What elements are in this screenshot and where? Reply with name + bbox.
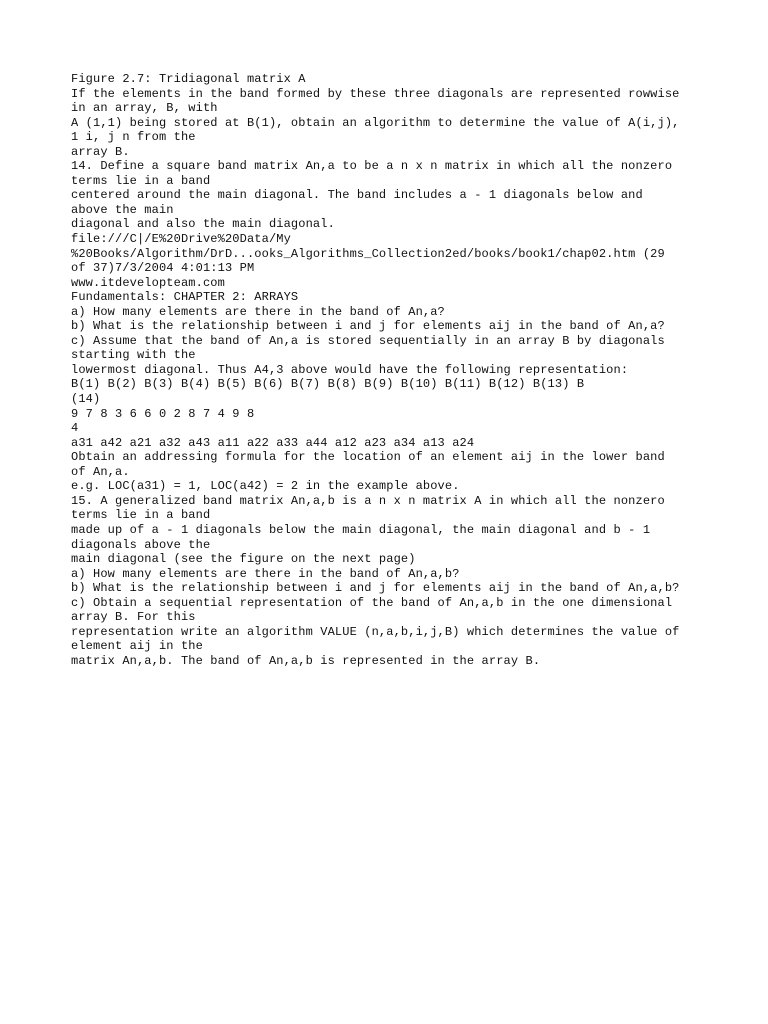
text-line: diagonal and also the main diagonal. [71,217,335,232]
text-line: e.g. LOC(a31) = 1, LOC(a42) = 2 in the example above. [71,479,460,494]
question-b: b) What is the relationship between i and j for elements aij in the band of An,a,b? [71,581,680,596]
text-line: main diagonal (see the figure on the next page) [71,552,416,567]
text-line: matrix An,a,b. The band of An,a,b is represented in the array B. [71,653,541,668]
text-line: terms lie in a band [71,508,211,523]
question-b: b) What is the relationship between i and j for elements aij in the band of An,a? [71,319,665,334]
exercise-14-heading: 14. Define a square band matrix An,a to be a n x n matrix in which all the nonzero [71,159,673,174]
file-path-line: %20Books/Algorithm/DrD...ooks_Algorithms_Collection2ed/books/book1/chap02.htm (29 [71,246,665,261]
document-text [71,72,708,668]
text-line: If the elements in the band formed by these three diagonals are represented rowwise [71,86,680,101]
file-path-line: file:///C|/E%20Drive%20Data/My [71,232,291,247]
text-line: starting with the [71,348,196,363]
question-a: a) How many elements are there in the band of An,a? [71,304,445,319]
question-c: c) Assume that the band of An,a is stored sequentially in an array B by diagonals [71,333,665,348]
file-timestamp-line: of 37)7/3/2004 4:01:13 PM [71,261,255,276]
array-element-row: a31 a42 a21 a32 a43 a11 a22 a33 a44 a12 a23 a34 a13 a24 [71,435,475,450]
text-line: A (1,1) being stored at B(1), obtain an algorithm to determine the value of A(i,j), [71,115,680,130]
text-line: Obtain an addressing formula for the location of an element aij in the lower band [71,450,665,465]
chapter-header: Fundamentals: CHAPTER 2: ARRAYS [71,290,299,305]
question-c: c) Obtain a sequential representation of the band of An,a,b in the one dimensional [71,595,673,610]
array-index-row: (14) [71,392,101,407]
text-line: element aij in the [71,639,203,654]
text-line: terms lie in a band [71,173,211,188]
array-value-row: 4 [71,421,79,436]
text-line: centered around the main diagonal. The band includes a - 1 diagonals below and [71,188,643,203]
text-line: array B. [71,144,130,159]
text-line: in an array, B, with [71,101,218,116]
question-a: a) How many elements are there in the band of An,a,b? [71,566,460,581]
text-line: 1 i, j n from the [71,130,196,145]
text-line: representation write an algorithm VALUE (n,a,b,i,j,B) which determines the value of [71,624,680,639]
array-index-row: B(1) B(2) B(3) B(4) B(5) B(6) B(7) B(8) B(9) B(10) B(11) B(12) B(13) B [71,377,585,392]
text-line: of An,a. [71,464,130,479]
array-value-row: 9 7 8 3 6 6 0 2 8 7 4 9 8 [71,406,255,421]
text-line: above the main [71,202,174,217]
website-line: www.itdevelopteam.com [71,275,225,290]
text-line: array B. For this [71,610,196,625]
exercise-15-heading: 15. A generalized band matrix An,a,b is a n x n matrix A in which all the nonzero [71,493,665,508]
text-line: made up of a - 1 diagonals below the main diagonal, the main diagonal and b - 1 [71,522,651,537]
text-line: lowermost diagonal. Thus A4,3 above would have the following representation: [71,362,629,377]
text-line: diagonals above the [71,537,211,552]
figure-caption: Figure 2.7: Tridiagonal matrix A [71,72,306,86]
